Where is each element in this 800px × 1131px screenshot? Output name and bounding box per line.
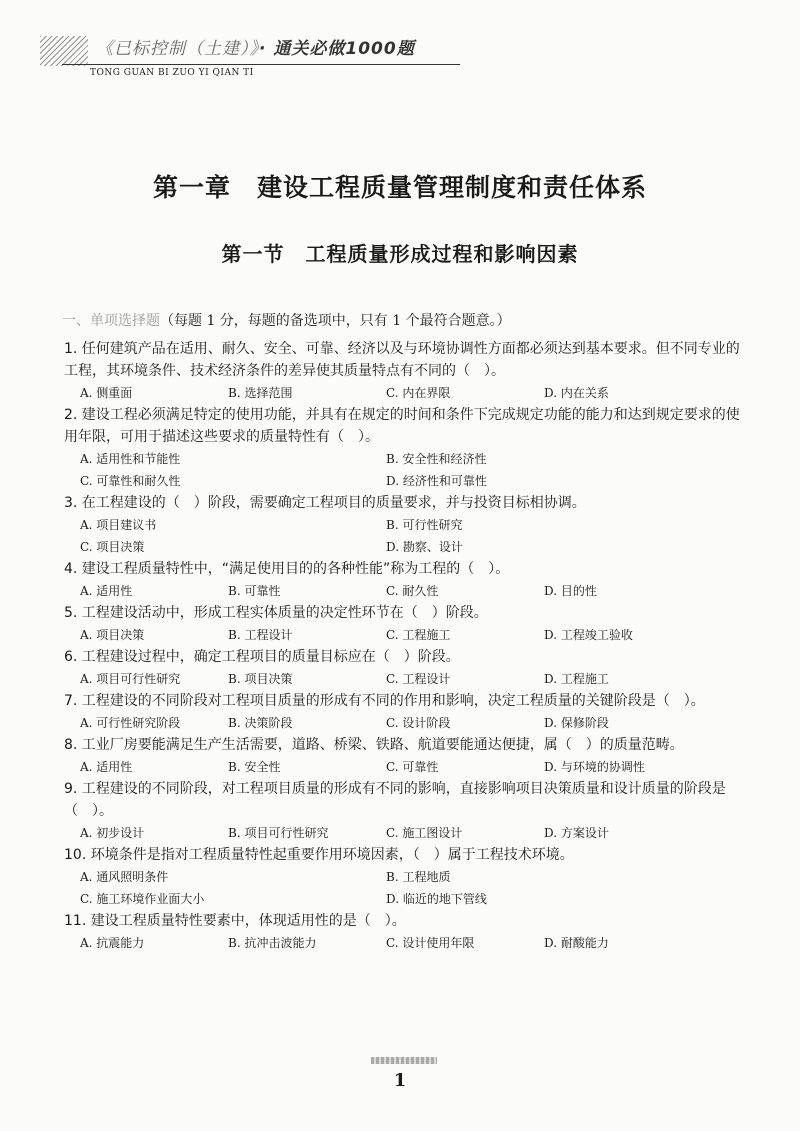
answer-option: C. 设计阶段 [386,716,451,730]
question-item [64,910,744,954]
answer-option: B. 项目决策 [228,672,293,686]
answer-option: B. 抗冲击波能力 [228,936,317,950]
question-item [64,404,744,492]
book-subtitle: · 通关必做1000题 [259,39,415,59]
option-row [64,448,744,470]
question-stem: 6. 工程建设过程中，确定工程项目的质量目标应在（ ）阶段。 [64,649,460,665]
answer-option: A. 通风照明条件 [80,870,169,884]
header-title [96,34,415,59]
answer-option: B. 可靠性 [228,584,281,598]
option-row [64,888,744,910]
option-row [64,668,744,690]
option-row [64,932,744,954]
answer-option: A. 抗震能力 [80,936,145,950]
question-item [64,646,744,690]
header-rule [62,64,460,65]
option-row [64,624,744,646]
chapter-title: 第一章 建设工程质量管理制度和责任体系 [152,173,647,202]
option-row [64,382,744,404]
question-item [64,734,744,778]
option-row [64,712,744,734]
answer-option: C. 设计使用年限 [386,936,475,950]
part-heading [62,310,511,330]
option-row [64,470,744,492]
answer-option: A. 项目建议书 [80,518,157,532]
answer-option: A. 适用性和节能性 [80,452,181,466]
header-hatch-decoration [40,36,88,66]
answer-option: A. 适用性 [80,584,133,598]
book-title: 《已标控制（土建）》 [96,39,259,59]
question-stem: 9. 工程建设的不同阶段，对工程项目质量的形成有不同的影响，直接影响项目决策质量和设计质量的阶段是（ ）。 [64,781,726,819]
question-stem: 1. 任何建筑产品在适用、耐久、安全、可靠、经济以及与环境协调性方面都必须达到基本要求。但不同专业的工程，其环境条件、技术经济条件的差异使其质量特点有不同的（ ）。 [64,341,740,379]
answer-option: B. 选择范围 [228,386,293,400]
question-stem: 7. 工程建设的不同阶段对工程项目质量的形成有不同的作用和影响，决定工程质量的关键阶段是（ ）。 [64,693,705,709]
part-prefix: 一、 [62,313,90,329]
question-item [64,558,744,602]
question-item [64,690,744,734]
question-stem: 10. 环境条件是指对工程质量特性起重要作用环境因素，（ ）属于工程技术环境。 [64,847,574,863]
answer-option: D. 工程施工 [544,672,609,686]
answer-option: A. 可行性研究阶段 [80,716,181,730]
question-stem: 11. 建设工程质量特性要素中，体现适用性的是（ ）。 [64,913,406,929]
question-stem: 2. 建设工程必须满足特定的使用功能，并具有在规定的时间和条件下完成规定功能的能力和达到规定要求的使用年限，可用于描述这些要求的质量特性有（ ）。 [64,407,740,445]
answer-option: B. 工程地质 [386,870,451,884]
answer-option: D. 耐酸能力 [544,936,609,950]
answer-option: C. 施工图设计 [386,826,463,840]
answer-option: C. 耐久性 [386,584,439,598]
answer-option: A. 初步设计 [80,826,145,840]
answer-option: D. 目的性 [544,584,597,598]
answer-option: A. 项目决策 [80,628,145,642]
question-stem: 3. 在工程建设的（ ）阶段，需要确定工程项目的质量要求，并与投资目标相协调。 [64,495,586,511]
question-list [64,338,744,954]
answer-option: A. 适用性 [80,760,133,774]
answer-option: D. 工程竣工验收 [544,628,633,642]
answer-option: A. 项目可行性研究 [80,672,181,686]
answer-option: B. 工程设计 [228,628,293,642]
answer-option: C. 项目决策 [80,540,145,554]
header-pinyin: TONG GUAN BI ZUO YI QIAN TI [90,68,254,78]
answer-option: B. 项目可行性研究 [228,826,329,840]
answer-option: D. 方案设计 [544,826,609,840]
answer-option: C. 内在界限 [386,386,451,400]
answer-option: D. 临近的地下管线 [386,892,487,906]
answer-option: B. 可行性研究 [386,518,463,532]
question-item [64,844,744,910]
option-row [64,822,744,844]
footer-decoration [371,1057,437,1064]
option-row [64,580,744,602]
answer-option: C. 可靠性 [386,760,439,774]
question-item [64,492,744,558]
answer-option: C. 可靠性和耐久性 [80,474,181,488]
question-stem: 4. 建设工程质量特性中，“满足使用目的的各种性能”称为工程的（ ）。 [64,561,510,577]
part-note: （每题 1 分，每题的备选项中，只有 1 个最符合题意。） [160,313,511,329]
answer-option: B. 安全性 [228,760,281,774]
page-number: 1 [393,1070,407,1091]
answer-option: D. 保修阶段 [544,716,609,730]
answer-option: C. 工程施工 [386,628,451,642]
answer-option: D. 与环境的协调性 [544,760,645,774]
question-item [64,338,744,404]
option-row [64,536,744,558]
question-item [64,778,744,844]
answer-option: C. 工程设计 [386,672,451,686]
part-name: 单项选择题 [90,313,160,329]
question-stem: 8. 工业厂房要能满足生产生活需要，道路、桥梁、铁路、航道要能通达便捷，属（ ）的质量范畴。 [64,737,684,753]
answer-option: D. 内在关系 [544,386,609,400]
answer-option: D. 经济性和可靠性 [386,474,487,488]
question-stem: 5. 工程建设活动中，形成工程实体质量的决定性环节在（ ）阶段。 [64,605,488,621]
option-row [64,866,744,888]
answer-option: A. 侧重面 [80,386,133,400]
section-title: 第一节 工程质量形成过程和影响因素 [221,242,579,266]
answer-option: B. 决策阶段 [228,716,293,730]
option-row [64,514,744,536]
question-item [64,602,744,646]
answer-option: C. 施工环境作业面大小 [80,892,205,906]
answer-option: B. 安全性和经济性 [386,452,487,466]
running-header [40,30,460,80]
answer-option: D. 勘察、设计 [386,540,463,554]
option-row [64,756,744,778]
